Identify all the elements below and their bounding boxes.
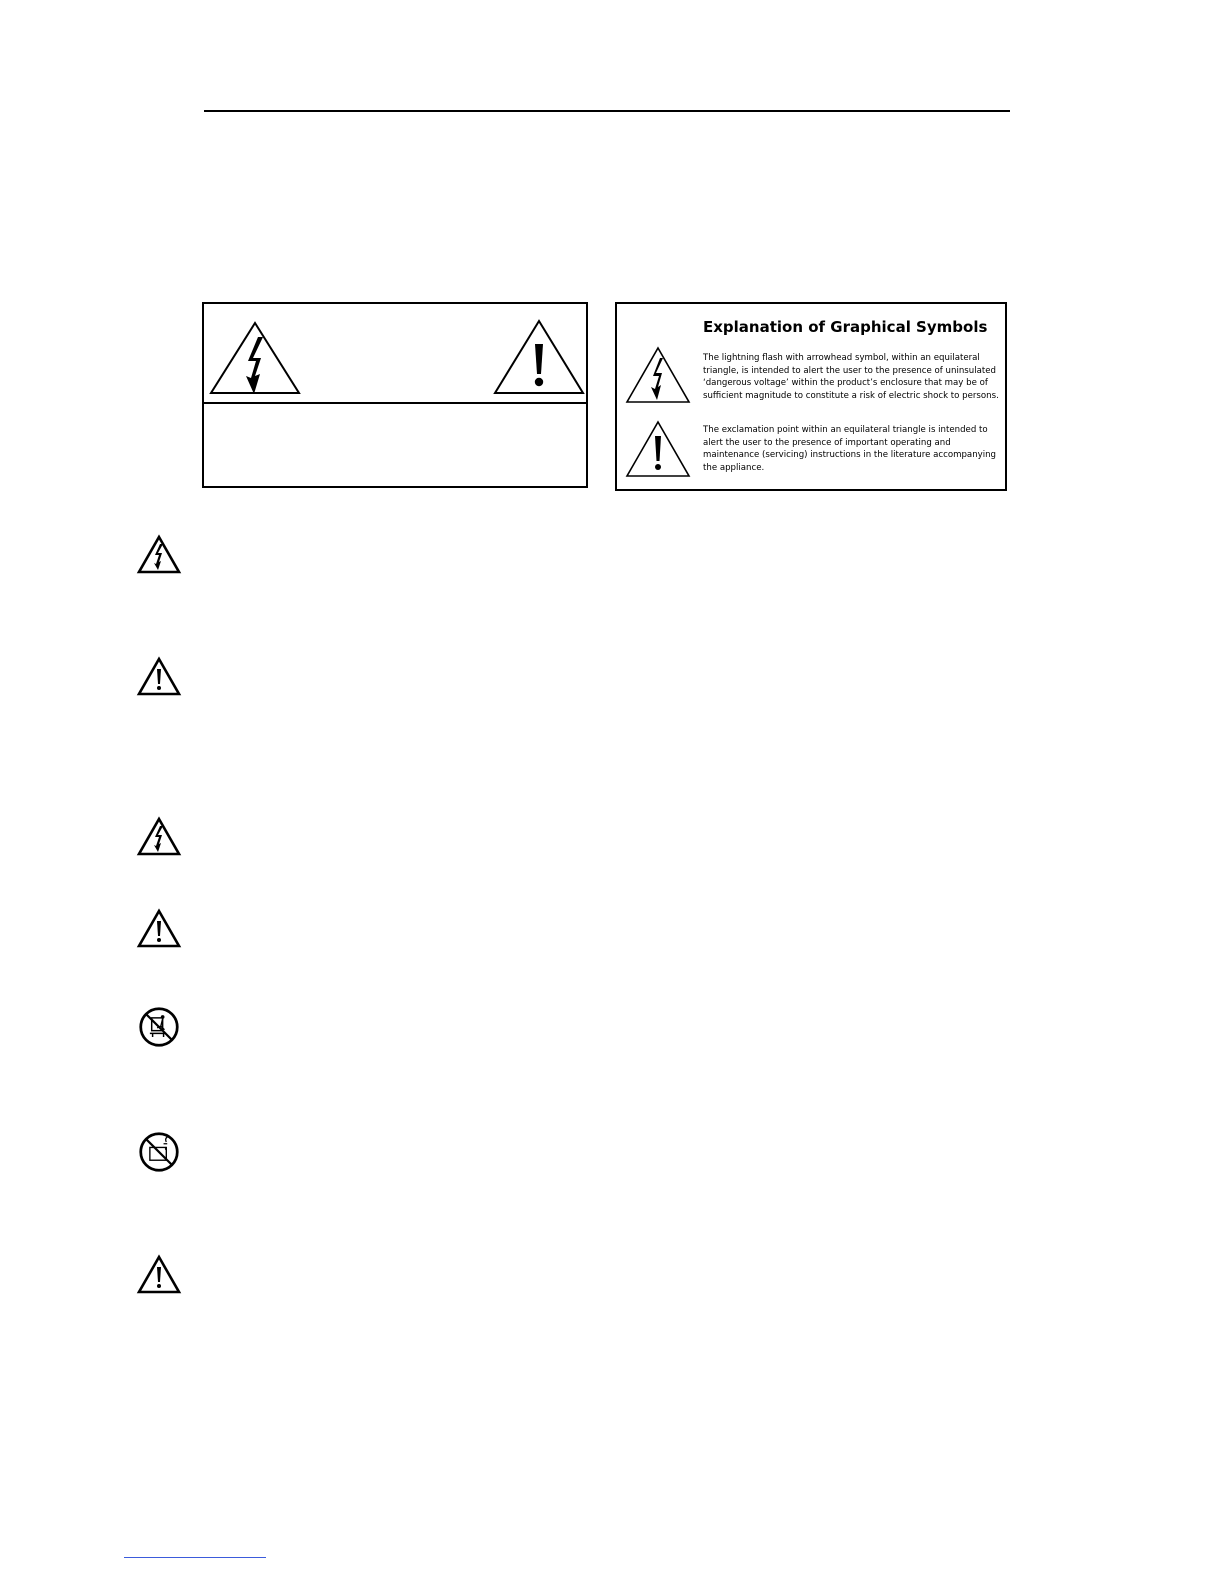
header-rule	[204, 110, 1010, 112]
lightning-triangle-icon	[208, 320, 302, 396]
lightning-triangle-icon	[136, 534, 182, 576]
warning-text-area	[204, 404, 586, 486]
exclamation-triangle-icon	[625, 420, 691, 478]
no-cart-tip-over-icon	[136, 1006, 182, 1048]
graphical-symbols-explanation-box	[615, 302, 1007, 491]
exclamation-triangle-icon	[492, 318, 586, 396]
no-water-icon	[136, 1131, 182, 1173]
lightning-triangle-icon	[625, 346, 691, 404]
exclamation-triangle-icon	[136, 908, 182, 950]
lightning-triangle-icon	[136, 816, 182, 858]
explanation-title: Explanation of Graphical Symbols	[703, 318, 988, 336]
footnote-link-underline	[124, 1557, 266, 1558]
exclamation-triangle-icon	[136, 1254, 182, 1296]
warning-label-box	[202, 302, 588, 488]
exclamation-triangle-icon	[136, 656, 182, 698]
warning-symbol-row	[204, 304, 586, 404]
exclamation-explanation-text: The exclamation point within an equilateral triangle is intended to alert the user to the presence of important operating and maintenance (servicing) instructions in the literature accompanying the appliance.	[703, 425, 997, 473]
lightning-explanation-text: The lightning flash with arrowhead symbol, within an equilateral triangle, is intended to alert the user to the presence of uninsulated ‘dangerous voltage’ within the product’s enclosure that may be of sufficient magnitude to constitute a risk of electric shock to persons.	[703, 353, 999, 401]
